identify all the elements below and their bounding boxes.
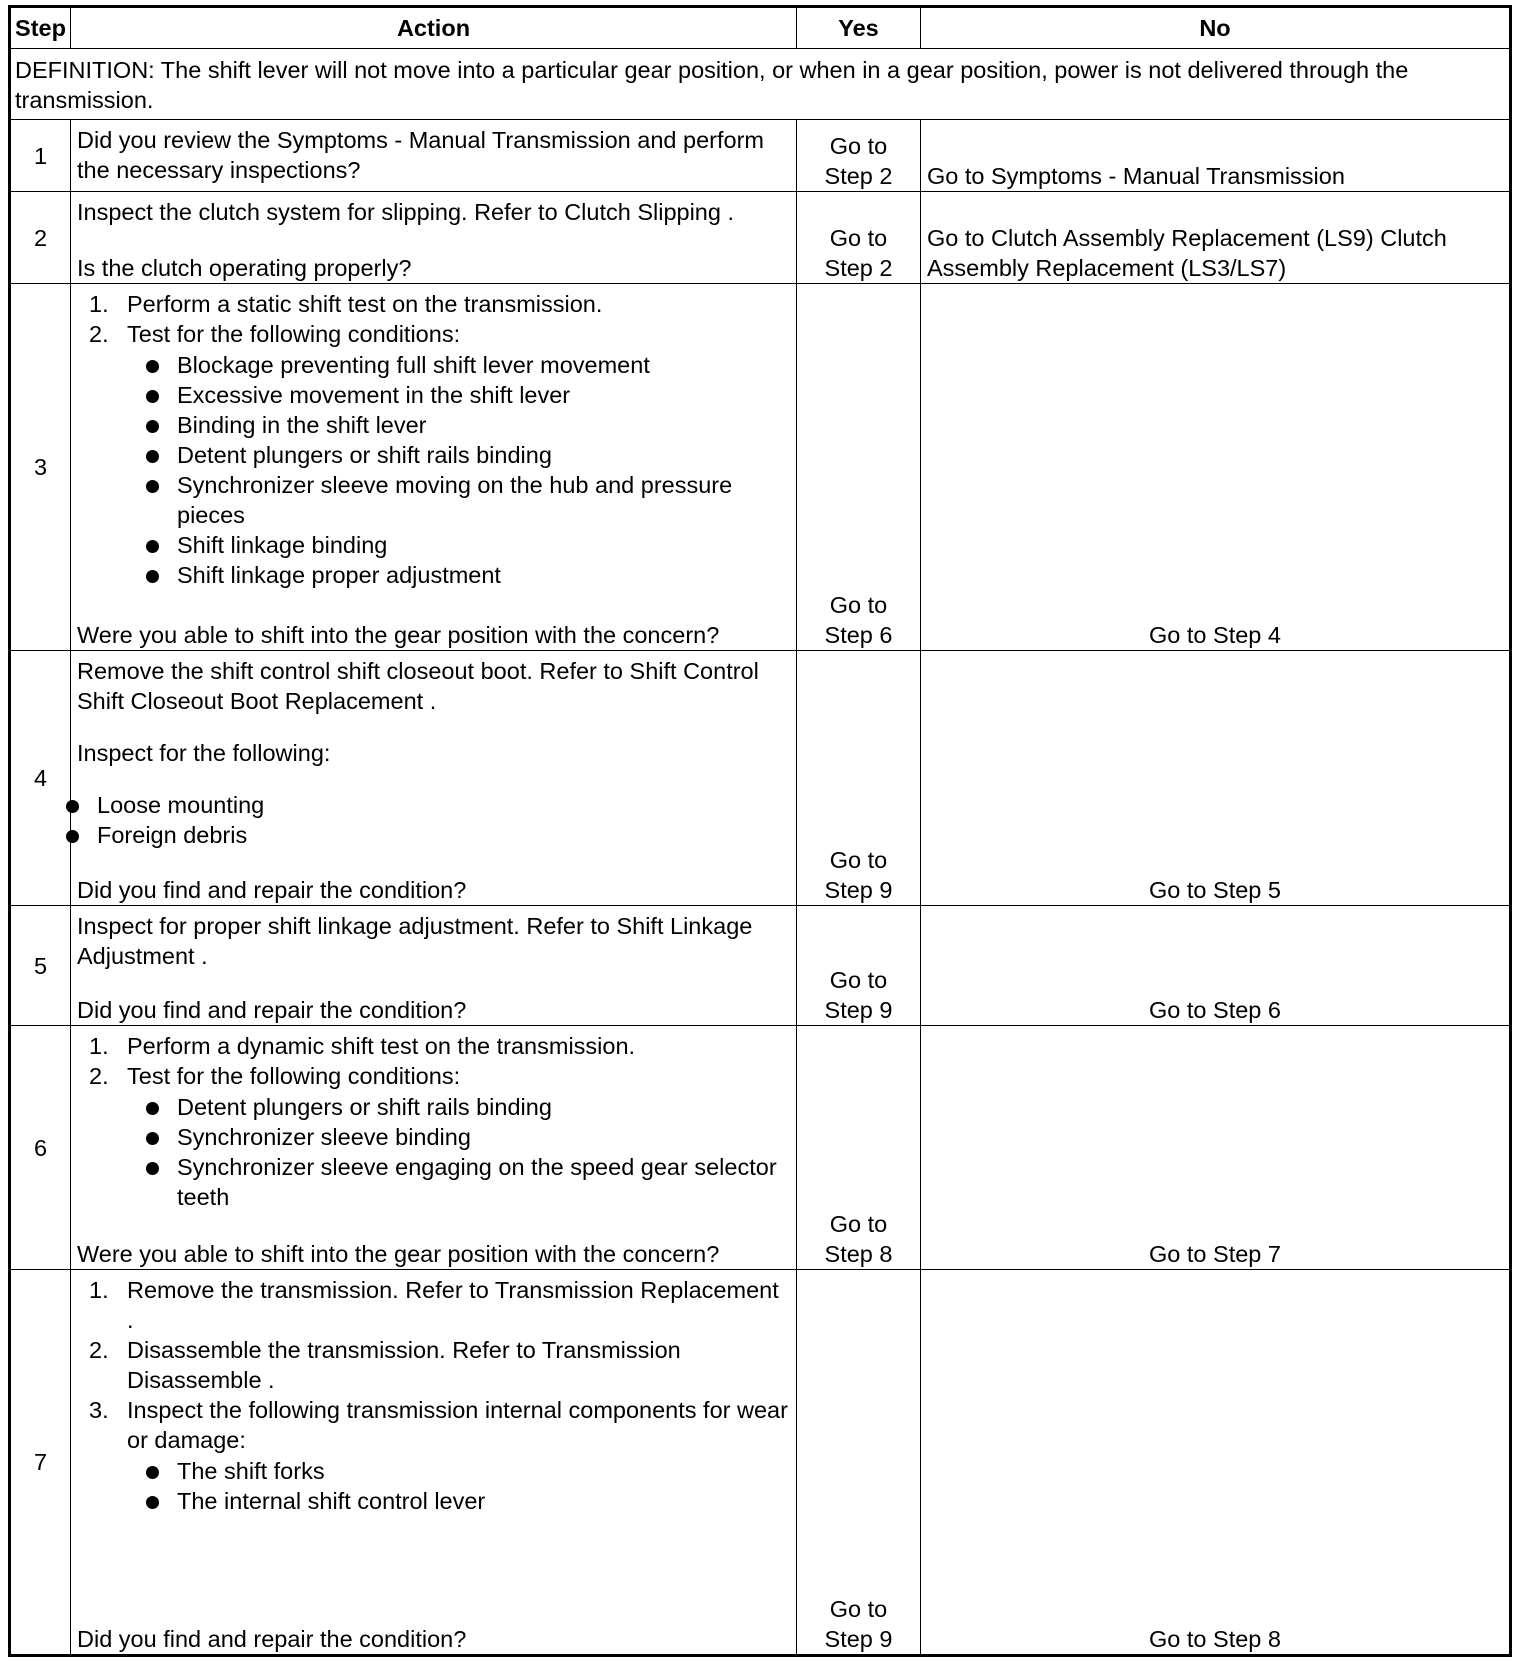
numbered-list — [77, 1031, 790, 1212]
no-cell: Go to Symptoms - Manual Transmission — [921, 120, 1511, 192]
no-cell: Go to Step 8 — [921, 1270, 1511, 1656]
list-item: 2. Disassemble the transmission. Refer to Transmission Disassemble . — [89, 1337, 681, 1393]
bullet-list — [127, 1456, 790, 1516]
bullet-item: Binding in the shift lever — [127, 410, 790, 440]
yes-line: Step 2 — [824, 163, 893, 189]
list-item-text: Inspect the following transmission internal components for wear or damage: — [127, 1397, 788, 1453]
yes-cell — [797, 906, 921, 1026]
yes-cell — [797, 284, 921, 651]
yes-line: Step 9 — [824, 1626, 893, 1652]
yes-cell — [797, 1026, 921, 1270]
bullet-item: Shift linkage proper adjustment — [127, 560, 790, 590]
step-action — [71, 192, 797, 284]
bullet-item: Excessive movement in the shift lever — [127, 380, 790, 410]
action-text: Remove the shift control shift closeout boot. Refer to Shift Control Shift Closeout Boot Replacement . — [77, 658, 759, 714]
bullet-item: The shift forks — [127, 1456, 790, 1486]
action-text: Inspect for proper shift linkage adjustment. Refer to Shift Linkage Adjustment . — [77, 913, 753, 969]
step-action — [71, 651, 797, 906]
yes-line: Step 8 — [824, 1241, 893, 1267]
yes-line: Step 9 — [824, 997, 893, 1023]
bullet-item: Blockage preventing full shift lever movement — [127, 350, 790, 380]
list-item-text: Perform a dynamic shift test on the transmission. — [127, 1033, 636, 1059]
list-item-text: Perform a static shift test on the transmission. — [127, 291, 603, 317]
no-cell: Go to Step 7 — [921, 1026, 1511, 1270]
yes-cell — [797, 192, 921, 284]
step-action — [71, 1270, 797, 1656]
step-number: 7 — [10, 1270, 71, 1656]
step-number: 1 — [10, 120, 71, 192]
action-question: Did you find and repair the condition? — [77, 877, 467, 903]
bullet-item: Foreign debris — [47, 820, 790, 850]
list-item-text: Test for the following conditions: — [127, 1063, 461, 1089]
step-row-6 — [10, 1026, 1511, 1270]
bullet-item: Synchronizer sleeve binding — [127, 1122, 790, 1152]
list-item-text: Remove the transmission. Refer to Transmission Replacement . — [127, 1277, 779, 1333]
header-step: Step — [10, 7, 71, 49]
yes-cell — [797, 1270, 921, 1656]
numbered-list — [77, 1275, 790, 1516]
bullet-item: Shift linkage binding — [127, 530, 790, 560]
header-no: No — [921, 7, 1511, 49]
yes-line: Step 6 — [824, 622, 893, 648]
action-text: Inspect the clutch system for slipping. Refer to Clutch Slipping . — [77, 199, 735, 225]
yes-line: Go to — [829, 1211, 888, 1237]
no-cell: Go to Step 6 — [921, 906, 1511, 1026]
header-action: Action — [71, 7, 797, 49]
bullet-item: Detent plungers or shift rails binding — [127, 1092, 790, 1122]
definition-text: DEFINITION: The shift lever will not move into a particular gear position, or when in a gear position, power is not delivered through the transmission. — [10, 49, 1511, 120]
action-question: Did you find and repair the condition? — [77, 997, 467, 1023]
step-action — [71, 1026, 797, 1270]
bullet-item: Detent plungers or shift rails binding — [127, 440, 790, 470]
no-cell: Go to Step 4 — [921, 284, 1511, 651]
definition-row — [10, 49, 1511, 120]
bullet-item: Synchronizer sleeve moving on the hub and pressure pieces — [127, 470, 790, 530]
step-row-1 — [10, 120, 1511, 192]
bullet-list — [127, 350, 790, 590]
yes-line: Go to — [829, 133, 888, 159]
action-question: Were you able to shift into the gear position with the concern? — [77, 622, 720, 648]
step-row-4 — [10, 651, 1511, 906]
step-number: 2 — [10, 192, 71, 284]
yes-cell — [797, 120, 921, 192]
bullet-item: Synchronizer sleeve engaging on the speed gear selector teeth — [127, 1152, 790, 1212]
yes-cell — [797, 651, 921, 906]
action-question: Were you able to shift into the gear position with the concern? — [77, 1241, 720, 1267]
step-row-7 — [10, 1270, 1511, 1656]
action-question: Is the clutch operating properly? — [77, 255, 412, 281]
step-action — [71, 906, 797, 1026]
step-number: 4 — [10, 651, 71, 906]
header-row — [10, 7, 1511, 49]
step-number: 5 — [10, 906, 71, 1026]
numbered-list — [77, 289, 790, 590]
action-question: Did you find and repair the condition? — [77, 1626, 467, 1652]
list-item: 2. Test for the following conditions: Detent plungers or shift rails binding Synchronizer sleeve binding Synchronizer sleeve engaging on the speed gear selector teeth — [77, 1061, 790, 1212]
yes-line: Go to — [829, 592, 888, 618]
list-item: 1. Perform a static shift test on the transmission. — [89, 291, 603, 317]
no-cell: Go to Clutch Assembly Replacement (LS9) Clutch Assembly Replacement (LS3/LS7) — [921, 192, 1511, 284]
bullet-list — [47, 790, 790, 850]
step-row-5 — [10, 906, 1511, 1026]
step-number: 3 — [10, 284, 71, 651]
list-item: 1. Remove the transmission. Refer to Transmission Replacement . — [89, 1277, 779, 1333]
bullet-list — [127, 1092, 790, 1212]
list-item: 1. Perform a dynamic shift test on the transmission. — [89, 1033, 636, 1059]
step-number: 6 — [10, 1026, 71, 1270]
yes-line: Go to — [829, 1596, 888, 1622]
diagnostic-table — [8, 5, 1512, 1657]
bullet-item: The internal shift control lever — [127, 1486, 790, 1516]
list-item: 3. Inspect the following transmission internal components for wear or damage: The shift forks The internal shift control lever — [77, 1395, 790, 1516]
step-action — [71, 284, 797, 651]
header-yes: Yes — [797, 7, 921, 49]
yes-line: Go to — [829, 847, 888, 873]
step-action — [71, 120, 797, 192]
no-cell: Go to Step 5 — [921, 651, 1511, 906]
yes-line: Step 9 — [824, 877, 893, 903]
yes-line: Step 2 — [824, 255, 893, 281]
step-row-3 — [10, 284, 1511, 651]
action-text: Inspect for the following: — [77, 740, 331, 766]
yes-line: Go to — [829, 225, 888, 251]
step-row-2 — [10, 192, 1511, 284]
list-item-text: Disassemble the transmission. Refer to Transmission Disassemble . — [127, 1337, 681, 1393]
bullet-item: Loose mounting — [47, 790, 790, 820]
yes-line: Go to — [829, 967, 888, 993]
list-item: 2. Test for the following conditions: Blockage preventing full shift lever movement Excessive movement in the shift lever Binding in the shift lever Detent plungers or shift rails binding Synchronizer sleeve moving on the hub and pressure pieces Shift linkage binding Shift linkage proper adjustment — [77, 319, 790, 590]
action-text: Did you review the Symptoms - Manual Transmission and perform the necessary inspections? — [77, 127, 764, 183]
list-item-text: Test for the following conditions: — [127, 321, 461, 347]
